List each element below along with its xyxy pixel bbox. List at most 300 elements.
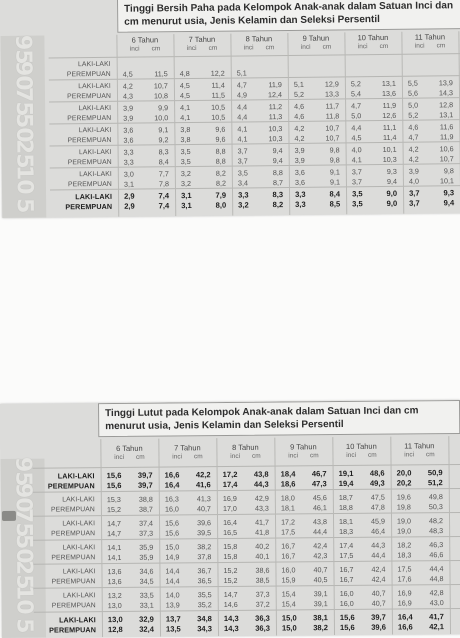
value-inch: 19,0 <box>396 515 412 526</box>
unit-label: inci <box>243 44 254 52</box>
table-cell <box>117 103 174 113</box>
table-cell <box>391 550 449 560</box>
value-inch: 4,6 <box>294 101 305 111</box>
value-cm: 37,2 <box>255 599 270 609</box>
table-cell <box>391 564 449 574</box>
value-cm: 38,2 <box>313 622 328 632</box>
value-cm: 48,6 <box>369 468 385 478</box>
table-cell <box>275 541 333 551</box>
value-cm: 36,7 <box>197 565 212 575</box>
value-cm: 42,4 <box>313 540 328 550</box>
value-inch: 4,7 <box>351 100 362 110</box>
table-cell <box>402 60 459 61</box>
value-inch: 4,4 <box>237 111 248 122</box>
value-inch: 3,5 <box>352 198 363 208</box>
value-inch: 17,2 <box>280 516 296 527</box>
unit-label: inci <box>300 43 311 51</box>
value-cm: 41,8 <box>255 527 270 537</box>
value-inch: 16,4 <box>164 479 180 490</box>
table-cell <box>289 155 346 165</box>
value-inch: 15,6 <box>339 622 355 632</box>
value-inch: 16,6 <box>397 621 413 632</box>
table-cell <box>117 125 174 135</box>
value-inch: 3,7 <box>409 198 420 208</box>
value-cm: 10,6 <box>439 143 454 153</box>
value-inch: 17,5 <box>339 550 354 560</box>
value-inch: 4,5 <box>179 80 190 90</box>
table-cell <box>345 71 402 72</box>
percentile-digit: 95 <box>9 457 36 487</box>
value-cm: 36,3 <box>255 623 271 633</box>
value-inch: 3,7 <box>408 188 420 198</box>
column-header-age: 9 Tahun <box>302 33 330 43</box>
value-inch: 3,6 <box>123 125 134 135</box>
table-cell <box>288 89 345 99</box>
value-cm: 8,4 <box>329 188 341 199</box>
value-cm: 34,6 <box>139 566 154 576</box>
value-cm: 9,6 <box>215 124 226 134</box>
value-inch: 18,2 <box>397 539 412 550</box>
value-cm: 8,8 <box>272 167 283 177</box>
table-cell <box>345 61 402 62</box>
value-cm: 34,8 <box>197 613 212 623</box>
value-cm: 12,8 <box>439 99 454 109</box>
value-inch: 20,0 <box>396 467 412 478</box>
value-inch: 13,6 <box>107 566 122 576</box>
value-cm: 44,4 <box>313 526 328 536</box>
value-inch: 12,8 <box>107 624 123 634</box>
value-cm: 11,9 <box>268 79 282 89</box>
value-inch: 3,5 <box>351 188 363 198</box>
value-cm: 41,7 <box>254 517 270 527</box>
value-cm: 41,3 <box>196 493 211 503</box>
table-cell <box>391 468 449 478</box>
percentile-digit: 5 <box>11 197 37 213</box>
value-cm: 10,3 <box>268 133 283 143</box>
table-cell <box>275 503 333 513</box>
column-header <box>158 443 216 462</box>
table-cell <box>345 88 402 98</box>
table-cell <box>345 132 402 142</box>
value-cm: 40,7 <box>313 564 328 574</box>
gender-label: LAKI-LAKI <box>58 614 96 624</box>
table-cell <box>392 588 450 598</box>
table-cell <box>159 528 217 538</box>
table-cell <box>391 492 449 502</box>
gender-label: LAKI-LAKI <box>62 519 96 527</box>
value-cm: 10,5 <box>211 112 226 122</box>
table-cell <box>232 155 289 165</box>
value-cm: 12,9 <box>324 78 339 89</box>
value-inch: 4,1 <box>351 154 362 164</box>
table-cell <box>289 199 346 209</box>
table-cell <box>160 614 218 624</box>
value-inch: 18,4 <box>280 468 296 479</box>
value-inch: 15,9 <box>281 574 296 585</box>
value-inch: 14,0 <box>165 589 180 600</box>
table-cell <box>334 622 392 632</box>
column-header-age: 11 Tahun <box>404 441 435 451</box>
table-title: Tinggi Lutut pada Kelompok Anak-anak dalam Satuan Inci dan cm menurut usia, Jenis Kelamin dan Seleksi Persentil <box>98 400 460 437</box>
value-cm: 45,6 <box>312 492 327 502</box>
value-inch: 14,3 <box>223 623 239 633</box>
gender-label: PEREMPUAN <box>67 158 112 166</box>
gender-label: PEREMPUAN <box>51 553 96 562</box>
column-header-age: 6 Tahun <box>131 35 159 45</box>
value-cm: 39,7 <box>137 480 153 490</box>
table-cell <box>174 124 231 134</box>
table-cell <box>275 551 333 561</box>
gender-label: PEREMPUAN <box>47 480 95 491</box>
column-header-age: 7 Tahun <box>174 443 201 453</box>
unit-label: inci <box>230 452 241 460</box>
value-cm: 8,2 <box>215 178 226 188</box>
value-inch: 16,5 <box>223 527 238 537</box>
table-cell <box>333 564 391 574</box>
value-cm: 7,9 <box>215 190 227 200</box>
table-cell <box>403 198 460 208</box>
value-cm: 40,7 <box>371 588 386 598</box>
table-cell <box>175 178 232 188</box>
table-cell <box>231 101 288 111</box>
column-header-age: 10 Tahun <box>357 32 389 43</box>
value-inch: 4,5 <box>351 132 362 142</box>
value-cm: 47,5 <box>370 492 385 502</box>
value-inch: 4,2 <box>408 144 419 154</box>
unit-label: cm <box>322 43 332 51</box>
table-cell <box>391 502 449 512</box>
gender-label: LAKI-LAKI <box>78 104 112 112</box>
table-cell <box>217 527 275 537</box>
value-inch: 16,0 <box>339 588 354 598</box>
value-cm: 39,6 <box>197 517 212 527</box>
table-cell <box>218 623 276 633</box>
unit-label: cm <box>135 453 145 461</box>
value-inch: 18,0 <box>280 492 295 503</box>
value-inch: 15,0 <box>281 622 297 633</box>
table-cell <box>345 122 402 132</box>
value-inch: 15,6 <box>339 612 355 622</box>
value-cm: 34,3 <box>197 623 213 633</box>
value-cm: 13,6 <box>381 88 397 98</box>
table-cell <box>288 79 345 89</box>
value-cm: 33,1 <box>139 600 154 610</box>
table-cell <box>334 612 392 622</box>
table-cell <box>275 479 333 489</box>
table-cell <box>392 622 450 632</box>
value-cm: 10,5 <box>211 102 226 112</box>
table-cell <box>333 550 391 560</box>
value-inch: 13,0 <box>107 600 122 610</box>
table-cell <box>289 177 346 187</box>
percentile-digit: 10 <box>11 584 37 614</box>
value-inch: 3,3 <box>123 147 134 157</box>
column-header <box>287 33 344 52</box>
value-cm: 40,1 <box>255 551 270 561</box>
table-cell <box>102 590 160 600</box>
table-cell <box>232 189 289 199</box>
value-inch: 18,8 <box>338 502 353 512</box>
table-cell <box>231 89 288 99</box>
value-cm: 44,4 <box>371 550 386 560</box>
value-inch: 3,1 <box>123 179 134 189</box>
value-inch: 4,2 <box>408 154 419 164</box>
value-cm: 38,7 <box>138 504 153 514</box>
value-inch: 17,0 <box>222 503 237 513</box>
table-cell <box>333 502 391 512</box>
table-cell <box>217 517 275 527</box>
value-cm: 12,6 <box>382 110 397 120</box>
value-cm: 38,5 <box>255 575 270 585</box>
unit-label: cm <box>151 45 161 53</box>
value-cm: 46,7 <box>311 468 327 478</box>
table-cell <box>117 81 174 91</box>
value-cm: 40,5 <box>313 574 328 584</box>
value-cm: 7,7 <box>158 168 169 178</box>
value-inch: 4,9 <box>236 89 248 100</box>
table-cell <box>402 78 459 88</box>
value-inch: 14,1 <box>107 542 122 552</box>
value-cm: 37,8 <box>197 551 212 561</box>
value-cm: 38,8 <box>138 494 153 504</box>
value-inch: 17,6 <box>397 573 412 584</box>
value-inch: 15,4 <box>281 588 296 599</box>
value-inch: 3,0 <box>123 169 134 179</box>
value-inch: 14,3 <box>223 613 239 623</box>
column-header-age: 11 Tahun <box>414 32 446 42</box>
table-cell <box>159 470 217 480</box>
value-inch: 4,5 <box>179 90 191 100</box>
column-header <box>332 442 390 461</box>
value-inch: 15,2 <box>106 504 121 514</box>
table-cell <box>402 100 459 110</box>
value-inch: 13,0 <box>107 614 123 624</box>
table-cell <box>392 598 450 608</box>
table-cell <box>101 542 159 552</box>
table-cell <box>289 167 346 177</box>
table-cell <box>276 589 334 599</box>
value-inch: 4,4 <box>237 101 248 112</box>
gender-label: LAKI-LAKI <box>62 543 96 551</box>
value-cm: 9,3 <box>386 166 397 176</box>
value-cm: 13,1 <box>381 78 396 88</box>
gender-label: LAKI-LAKI <box>77 60 111 68</box>
table-cell <box>334 574 392 584</box>
table-cell <box>333 468 391 478</box>
table-cell <box>333 516 391 526</box>
table-cell <box>217 493 275 503</box>
table-cell <box>276 599 334 609</box>
percentile-digit: 90 <box>10 482 36 512</box>
value-cm: 11,1 <box>382 122 397 132</box>
table-cell <box>117 69 174 79</box>
value-cm: 9,0 <box>386 198 398 208</box>
table-cell <box>275 493 333 503</box>
value-cm: 39,1 <box>313 598 328 608</box>
value-inch: 5,0 <box>351 110 362 120</box>
value-inch: 15,6 <box>106 480 122 490</box>
unit-label: inci <box>114 453 125 462</box>
table-cell <box>174 80 231 90</box>
table-cell <box>288 101 345 111</box>
table-cell <box>102 624 160 634</box>
value-inch: 3,7 <box>351 166 362 176</box>
value-cm: 37,3 <box>139 528 154 538</box>
table-cell <box>333 540 391 550</box>
value-inch: 18,6 <box>280 478 296 489</box>
column-header-age: 7 Tahun <box>188 34 216 45</box>
value-cm: 9,4 <box>443 197 455 207</box>
unit-label: cm <box>251 452 261 460</box>
value-cm: 39,7 <box>371 612 386 622</box>
value-cm: 10,1 <box>439 175 454 185</box>
value-cm: 35,2 <box>197 599 212 609</box>
table-cell <box>175 168 232 178</box>
value-cm: 10,7 <box>153 80 168 90</box>
column-header-age: 8 Tahun <box>245 34 273 44</box>
value-cm: 11,5 <box>211 90 226 100</box>
value-cm: 10,1 <box>382 144 397 154</box>
value-inch: 13,7 <box>165 613 181 624</box>
gender-label: PEREMPUAN <box>51 529 96 538</box>
table-cell <box>391 478 449 488</box>
value-inch: 3,7 <box>237 145 248 156</box>
value-inch: 3,8 <box>180 134 191 144</box>
value-inch: 18,3 <box>339 526 354 536</box>
value-cm: 9,8 <box>329 154 340 165</box>
value-inch: 15,4 <box>281 598 296 609</box>
table-cell <box>159 518 217 528</box>
value-cm: 9,1 <box>329 176 340 187</box>
value-cm: 46,1 <box>312 502 327 512</box>
table-cell <box>175 146 232 156</box>
value-inch: 15,0 <box>165 541 180 552</box>
percentile-digit: 95 <box>9 34 36 64</box>
table-cell <box>276 575 334 585</box>
value-cm: 11,4 <box>382 132 397 142</box>
value-inch: 17,5 <box>397 563 412 574</box>
value-cm: 10,7 <box>325 132 340 143</box>
table-cell <box>391 526 449 536</box>
table-cell <box>346 144 403 154</box>
value-inch: 15,2 <box>223 565 238 575</box>
gender-label: LAKI-LAKI <box>78 126 112 134</box>
value-cm: 37,4 <box>139 518 154 528</box>
table-cell <box>346 176 403 186</box>
unit-label: inci <box>346 451 357 459</box>
unit-label: inci <box>404 451 415 459</box>
gender-label: LAKI-LAKI <box>63 591 96 599</box>
value-inch: 3,9 <box>123 113 134 123</box>
table-cell <box>231 111 288 121</box>
value-cm: 42,3 <box>313 550 328 560</box>
unit-label: cm <box>309 452 319 460</box>
value-cm: 9,0 <box>386 188 398 198</box>
value-inch: 3,9 <box>294 145 305 155</box>
value-inch: 4,1 <box>237 123 248 134</box>
table-cell <box>334 598 392 608</box>
table-cell <box>231 62 288 63</box>
table-cell <box>333 478 391 488</box>
value-inch: 4,1 <box>237 133 248 144</box>
value-cm: 32,9 <box>139 614 154 624</box>
value-inch: 16,7 <box>281 550 296 561</box>
value-cm: 14,3 <box>438 87 454 97</box>
unit-label: inci <box>288 452 299 460</box>
table-cell <box>160 576 218 586</box>
value-inch: 5,2 <box>408 110 419 120</box>
table-cell <box>217 503 275 513</box>
value-inch: 15,8 <box>223 551 238 561</box>
table-cell <box>231 67 288 77</box>
value-inch: 15,8 <box>223 541 238 551</box>
value-cm: 42,4 <box>371 574 386 584</box>
value-cm: 45,9 <box>370 516 386 526</box>
value-inch: 18,1 <box>338 516 354 526</box>
value-cm: 32,4 <box>139 624 155 634</box>
table-cell <box>101 552 159 562</box>
value-cm: 8,3 <box>158 146 169 156</box>
value-cm: 8,0 <box>215 200 227 210</box>
table-cell <box>102 614 160 624</box>
table-cell <box>174 112 231 122</box>
value-inch: 4,2 <box>294 133 305 143</box>
value-inch: 5,5 <box>407 78 418 88</box>
value-cm: 40,2 <box>255 541 270 551</box>
table-photo-knee-height <box>0 400 460 638</box>
value-cm: 38,2 <box>197 541 212 551</box>
table-cell <box>217 479 275 489</box>
value-cm: 38,6 <box>255 565 270 575</box>
value-cm: 35,9 <box>139 552 154 562</box>
value-inch: 16,4 <box>222 517 238 527</box>
table-cell <box>118 169 175 179</box>
table-cell <box>333 492 391 502</box>
value-inch: 4,6 <box>408 122 419 132</box>
gender-label: LAKI-LAKI <box>62 495 95 503</box>
table-row-group <box>34 608 460 636</box>
value-cm: 8,2 <box>215 168 226 178</box>
value-cm: 9,4 <box>272 145 283 155</box>
table-cell <box>275 565 333 575</box>
value-cm: 9,4 <box>272 155 283 165</box>
value-inch: 5,4 <box>350 88 362 98</box>
value-cm: 11,9 <box>439 131 454 141</box>
value-cm: 13,1 <box>439 109 454 119</box>
value-inch: 4,2 <box>122 81 133 91</box>
column-header-age: 9 Tahun <box>290 442 317 452</box>
value-inch: 3,3 <box>294 189 306 199</box>
value-inch: 3,2 <box>238 199 249 210</box>
table-cell <box>345 78 402 88</box>
value-inch: 4,2 <box>294 123 305 133</box>
value-inch: 2,9 <box>124 201 135 211</box>
table-cell <box>101 494 159 504</box>
column-header-age: 10 Tahun <box>345 441 377 451</box>
table-cell <box>275 517 333 527</box>
value-cm: 40,7 <box>371 598 386 608</box>
table-cell <box>275 469 333 479</box>
value-cm: 8,8 <box>215 156 226 166</box>
table-cell <box>346 198 403 208</box>
value-cm: 42,2 <box>195 469 211 479</box>
value-inch: 3,1 <box>181 190 192 200</box>
percentile-digit: 10 <box>11 164 37 194</box>
table-cell <box>275 527 333 537</box>
column-header <box>230 34 287 53</box>
value-cm: 46,6 <box>429 549 444 559</box>
table-cell <box>403 154 460 164</box>
